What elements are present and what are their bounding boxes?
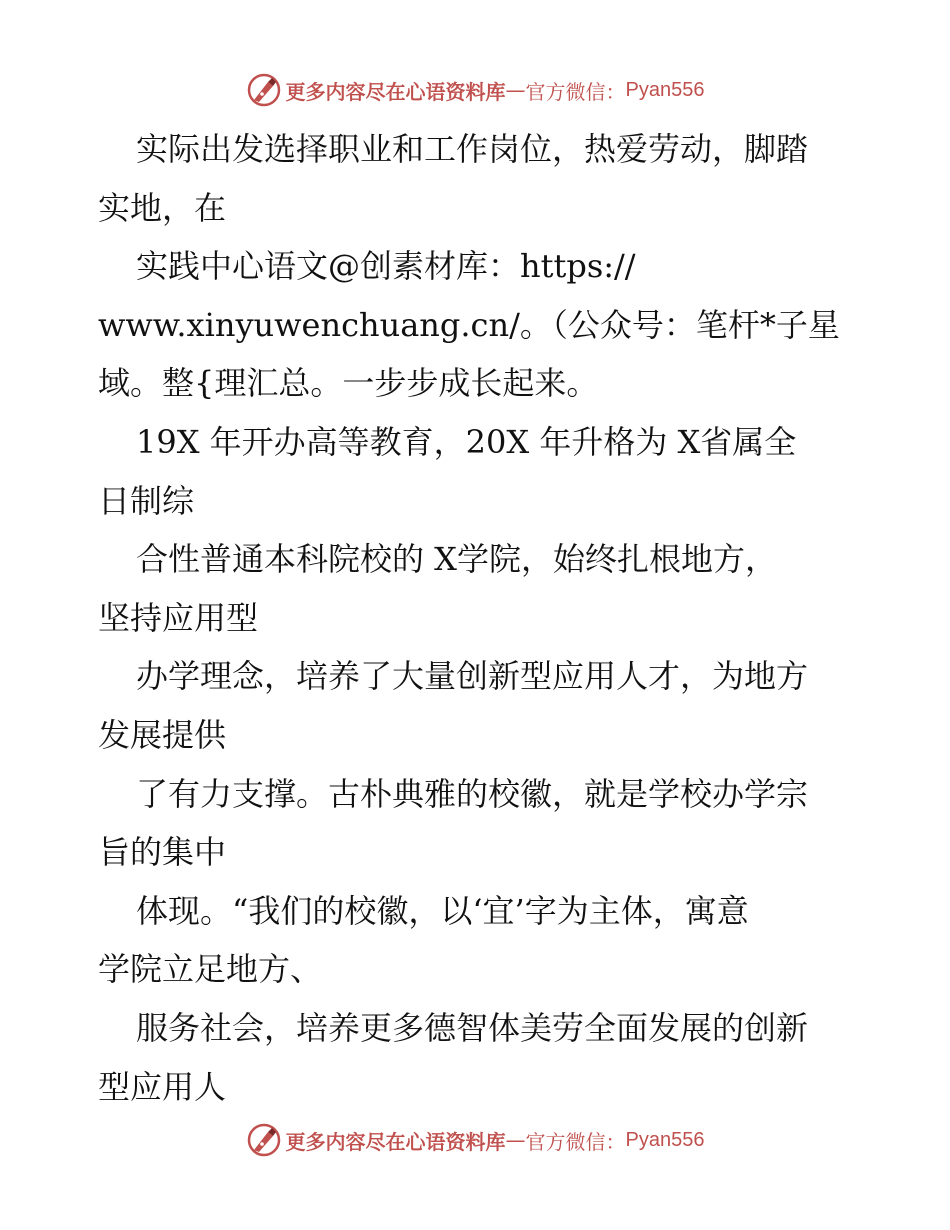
text-line: 日制综	[98, 481, 195, 520]
footer-wechat-handle: Pyan556	[625, 1128, 705, 1151]
text-line: 实际出发选择职业和工作岗位，热爱劳动，脚踏	[136, 130, 809, 168]
text-line: 办学理念，培养了大量创新型应用人才，为地方	[136, 657, 809, 696]
text-line: 实践中心语文@创素材库：https://	[136, 247, 636, 286]
text-line: 了有力支撑。古朴典雅的校徽，就是学校办学宗	[136, 774, 809, 813]
footer-banner	[0, 1120, 950, 1160]
header-wechat-label: 官方微信：	[525, 79, 626, 104]
footer-wechat-label: 官方微信：	[525, 1129, 626, 1154]
text-line: 坚持应用型	[98, 598, 259, 637]
footer-slogan: 更多内容尽在心语资料库	[285, 1129, 506, 1154]
header-slogan: 更多内容尽在心语资料库	[285, 79, 506, 104]
text-line: www.xinyuwenchuang.cn/。（公众号：笔杆*子星	[98, 305, 840, 344]
text-line: 学院立足地方、	[98, 950, 323, 989]
text-line: 服务社会，培养更多德智体美劳全面发展的创新	[136, 1008, 809, 1047]
text-line: 旨的集中	[98, 833, 227, 872]
header-banner	[0, 70, 950, 110]
header-wechat-handle: Pyan556	[625, 78, 705, 101]
header-separator: —	[505, 78, 526, 102]
text-line: 19X 年开办高等教育，20X 年升格为 X省属全	[136, 422, 797, 461]
text-line: 实地，在	[98, 188, 227, 227]
text-line: 型应用人	[98, 1067, 227, 1106]
text-line: 发展提供	[98, 715, 227, 754]
text-line: 合性普通本科院校的 X学院，始终扎根地方，	[136, 540, 777, 579]
body-text	[98, 120, 858, 1116]
text-line: 体现。“我们的校徽，以‘宜’字为主体，寓意	[136, 891, 749, 930]
footer-separator: —	[505, 1128, 526, 1152]
text-line: 域。整{理汇总。一步步成长起来。	[98, 364, 599, 403]
pen-nib-icon	[246, 1122, 282, 1158]
pen-nib-icon	[246, 72, 282, 108]
